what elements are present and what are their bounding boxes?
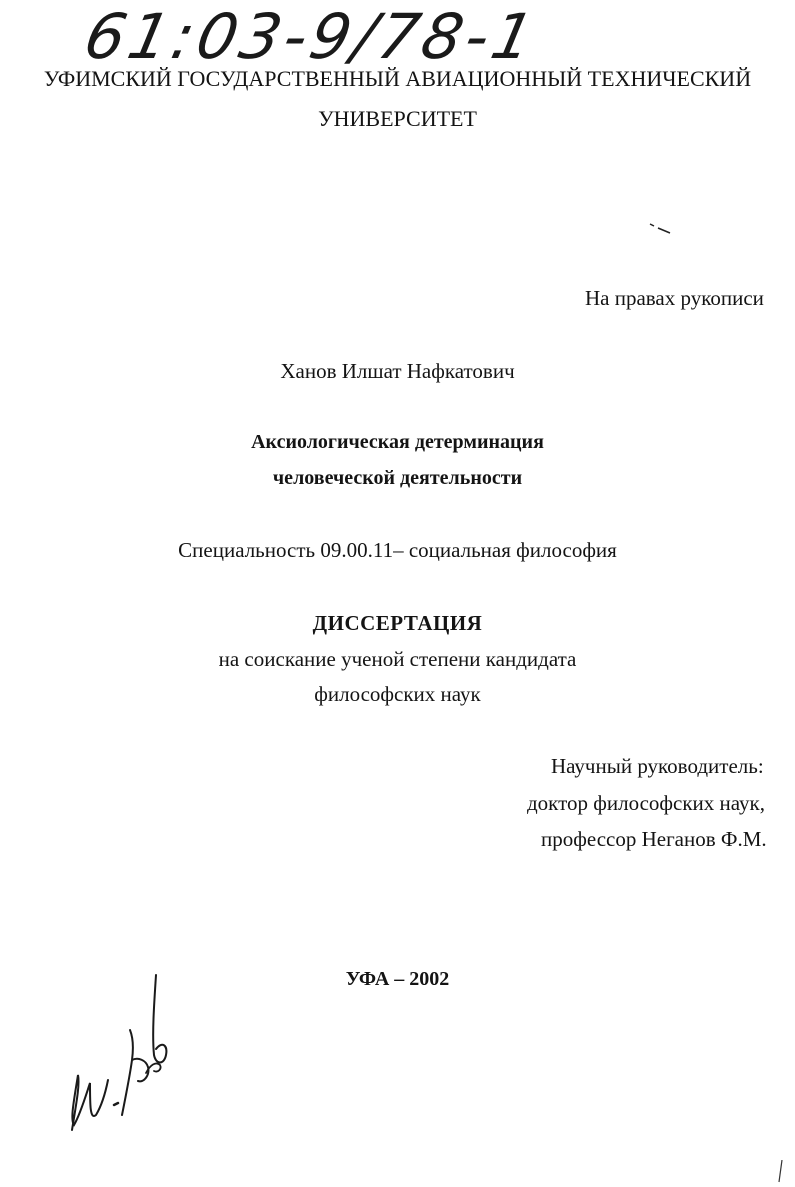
thesis-title-line2: человеческой деятельности xyxy=(272,467,523,489)
specialty-line: Специальность 09.00.11– социальная философия xyxy=(178,538,617,562)
manuscript-rights-note: На правах рукописи xyxy=(585,286,764,310)
thesis-title-line1: Аксиологическая детерминация xyxy=(251,431,544,453)
city-year: УФА – 2002 xyxy=(345,968,450,990)
university-name-line2: УНИВЕРСИТЕТ xyxy=(318,106,477,131)
supervisor-degree: доктор философских наук, xyxy=(527,791,765,815)
supervisor-name: профессор Неганов Ф.М. xyxy=(541,827,767,851)
archive-code-handwritten: 61:03-9/78-1 xyxy=(78,0,544,73)
edge-mark-icon xyxy=(776,1160,786,1184)
degree-line2: философских наук xyxy=(314,682,481,706)
author-signature-icon xyxy=(60,965,190,1145)
work-type-heading: ДИССЕРТАЦИЯ xyxy=(312,611,483,635)
author-name: Ханов Илшат Нафкатович xyxy=(280,359,515,383)
degree-line1: на соискание ученой степени кандидата xyxy=(218,647,577,671)
supervisor-label: Научный руководитель: xyxy=(551,754,764,778)
university-name-line1: УФИМСКИЙ ГОСУДАРСТВЕННЫЙ АВИАЦИОННЫЙ ТЕХНИЧЕСКИЙ xyxy=(43,66,752,91)
pen-mark-icon xyxy=(648,220,674,236)
